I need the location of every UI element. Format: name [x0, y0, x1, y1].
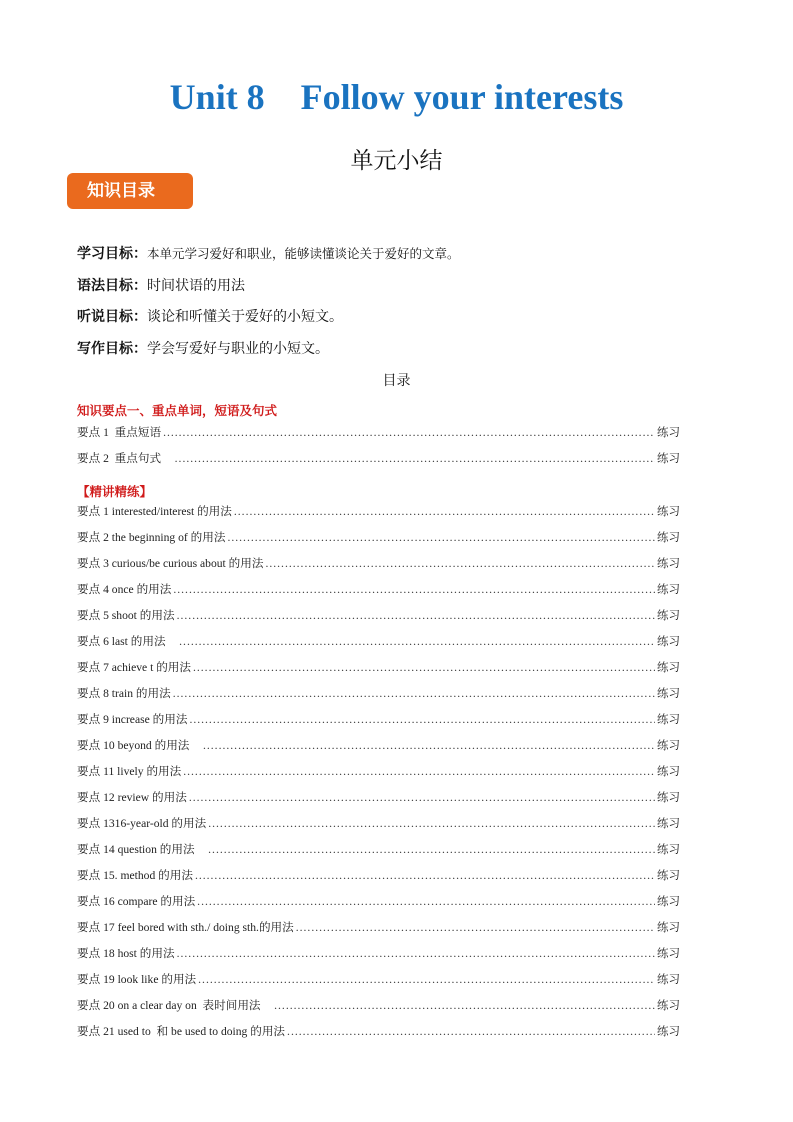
goals-list — [77, 244, 717, 370]
toc-item-page: 练习 — [657, 764, 680, 778]
toc-section2-list — [77, 503, 680, 1049]
toc-item[interactable] — [77, 529, 680, 555]
toc-item-label: 要点 1 重点短语 — [77, 426, 162, 439]
toc-item[interactable] — [77, 945, 680, 971]
goal-value: 本单元学习爱好和职业，能够读懂谈论关于爱好的文章。 — [147, 246, 460, 261]
toc-leader — [163, 426, 655, 439]
goal-listening-speaking — [77, 307, 717, 339]
toc-leader — [274, 999, 655, 1012]
toc-item-page: 练习 — [657, 894, 680, 908]
toc-item-page: 练习 — [657, 998, 680, 1012]
toc-item-page: 练习 — [657, 608, 680, 622]
toc-item-label: 要点 1316-year-old 的用法 — [77, 817, 207, 830]
toc-item-page: 练习 — [657, 582, 680, 596]
toc-item-label: 要点 2 重点句式 — [77, 452, 173, 465]
toc-leader — [287, 1025, 655, 1038]
toc-item-page: 练习 — [657, 920, 680, 934]
toc-item[interactable] — [77, 1023, 680, 1049]
toc-leader — [183, 765, 655, 778]
toc-item-label: 要点 2 the beginning of 的用法 — [77, 531, 226, 544]
toc-item-page: 练习 — [657, 790, 680, 804]
toc-item-page: 练习 — [657, 530, 680, 544]
goal-value: 学会写爱好与职业的小短文。 — [147, 340, 329, 357]
toc-item-label: 要点 16 compare 的用法 — [77, 895, 196, 908]
toc-section1-list — [77, 424, 680, 476]
toc-item[interactable] — [77, 815, 680, 841]
page-title: Unit 8 Follow your interests — [169, 77, 624, 117]
toc-item-page: 练习 — [657, 1024, 680, 1038]
goal-learning — [77, 244, 717, 276]
toc-leader — [189, 713, 655, 726]
toc-item-label: 要点 8 train 的用法 — [77, 687, 171, 700]
toc-item[interactable] — [77, 659, 680, 685]
toc-item-page: 练习 — [657, 816, 680, 830]
goal-writing — [77, 339, 717, 371]
toc-item[interactable] — [77, 503, 680, 529]
toc-item[interactable] — [77, 971, 680, 997]
toc-leader — [177, 609, 655, 622]
toc-item[interactable] — [77, 763, 680, 789]
toc-leader — [195, 869, 655, 882]
toc-item-label: 要点 15. method 的用法 — [77, 869, 193, 882]
toc-item-label: 要点 17 feel bored with sth./ doing sth.的用法 — [77, 921, 294, 934]
toc-leader — [179, 635, 655, 648]
toc-section-heading: 知识要点一、重点单词，短语及句式 — [77, 403, 278, 418]
toc-item-label: 要点 5 shoot 的用法 — [77, 609, 175, 622]
toc-leader — [265, 557, 655, 570]
goal-label: 写作目标： — [77, 340, 147, 357]
toc-item-label: 要点 11 lively 的用法 — [77, 765, 182, 778]
toc-item[interactable] — [77, 685, 680, 711]
toc-item[interactable] — [77, 893, 680, 919]
toc-item-page: 练习 — [657, 686, 680, 700]
toc-item[interactable] — [77, 867, 680, 893]
toc-item-page: 练习 — [657, 972, 680, 986]
toc-item-label: 要点 4 once 的用法 — [77, 583, 172, 596]
toc-title: 目录 — [382, 373, 411, 389]
toc-item-label: 要点 7 achieve t 的用法 — [77, 661, 191, 674]
toc-item[interactable] — [77, 737, 680, 763]
toc-item[interactable] — [77, 607, 680, 633]
goal-label: 学习目标： — [77, 246, 147, 262]
toc-item-page: 练习 — [657, 451, 680, 465]
toc-item-page: 练习 — [657, 738, 680, 752]
goal-value: 时间状语的用法 — [147, 277, 245, 294]
toc-item[interactable] — [77, 711, 680, 737]
section-badge: 知识目录 — [67, 173, 193, 209]
toc-item[interactable] — [77, 997, 680, 1023]
toc-item[interactable] — [77, 450, 680, 476]
toc-item-page: 练习 — [657, 425, 680, 439]
toc-item[interactable] — [77, 841, 680, 867]
toc-item[interactable] — [77, 581, 680, 607]
toc-item-label: 要点 9 increase 的用法 — [77, 713, 188, 726]
goal-label: 听说目标： — [77, 309, 147, 325]
toc-leader — [296, 921, 655, 934]
toc-item[interactable] — [77, 424, 680, 450]
goal-label: 语法目标： — [77, 277, 147, 294]
page-subtitle: 单元小结 — [350, 148, 443, 174]
toc-item-label: 要点 21 used to 和 be used to doing 的用法 — [77, 1025, 286, 1038]
toc-item-label: 要点 3 curious/be curious about 的用法 — [77, 557, 264, 570]
toc-leader — [177, 947, 655, 960]
toc-item-label: 要点 19 look like 的用法 — [77, 973, 197, 986]
toc-section-heading: 【精讲精练】 — [77, 484, 153, 499]
toc-item-page: 练习 — [657, 712, 680, 726]
toc-item-label: 要点 6 last 的用法 — [77, 635, 178, 648]
toc-item-label: 要点 20 on a clear day on 表时间用法 — [77, 999, 273, 1012]
toc-item-label: 要点 12 review 的用法 — [77, 791, 187, 804]
toc-leader — [198, 973, 655, 986]
toc-leader — [208, 817, 655, 830]
toc-leader — [193, 661, 655, 674]
goal-grammar — [77, 276, 717, 308]
toc-item[interactable] — [77, 555, 680, 581]
toc-leader — [173, 583, 655, 596]
toc-leader — [227, 531, 655, 544]
toc-item-page: 练习 — [657, 504, 680, 518]
toc-item-label: 要点 10 beyond 的用法 — [77, 739, 201, 752]
toc-leader — [173, 687, 655, 700]
toc-item-page: 练习 — [657, 868, 680, 882]
toc-leader — [203, 739, 655, 752]
toc-leader — [197, 895, 655, 908]
toc-item-page: 练习 — [657, 634, 680, 648]
toc-item-label: 要点 14 question 的用法 — [77, 843, 207, 856]
toc-item-label: 要点 18 host 的用法 — [77, 947, 175, 960]
toc-leader — [175, 452, 655, 465]
goal-value: 谈论和听懂关于爱好的小短文。 — [147, 309, 343, 325]
toc-item-page: 练习 — [657, 556, 680, 570]
toc-item[interactable] — [77, 633, 680, 659]
toc-leader — [189, 791, 655, 804]
toc-leader — [234, 505, 655, 518]
toc-item-page: 练习 — [657, 842, 680, 856]
toc-item-label: 要点 1 interested/interest 的用法 — [77, 505, 232, 518]
toc-item[interactable] — [77, 919, 680, 945]
toc-leader — [208, 843, 655, 856]
toc-item[interactable] — [77, 789, 680, 815]
toc-item-page: 练习 — [657, 660, 680, 674]
toc-item-page: 练习 — [657, 946, 680, 960]
